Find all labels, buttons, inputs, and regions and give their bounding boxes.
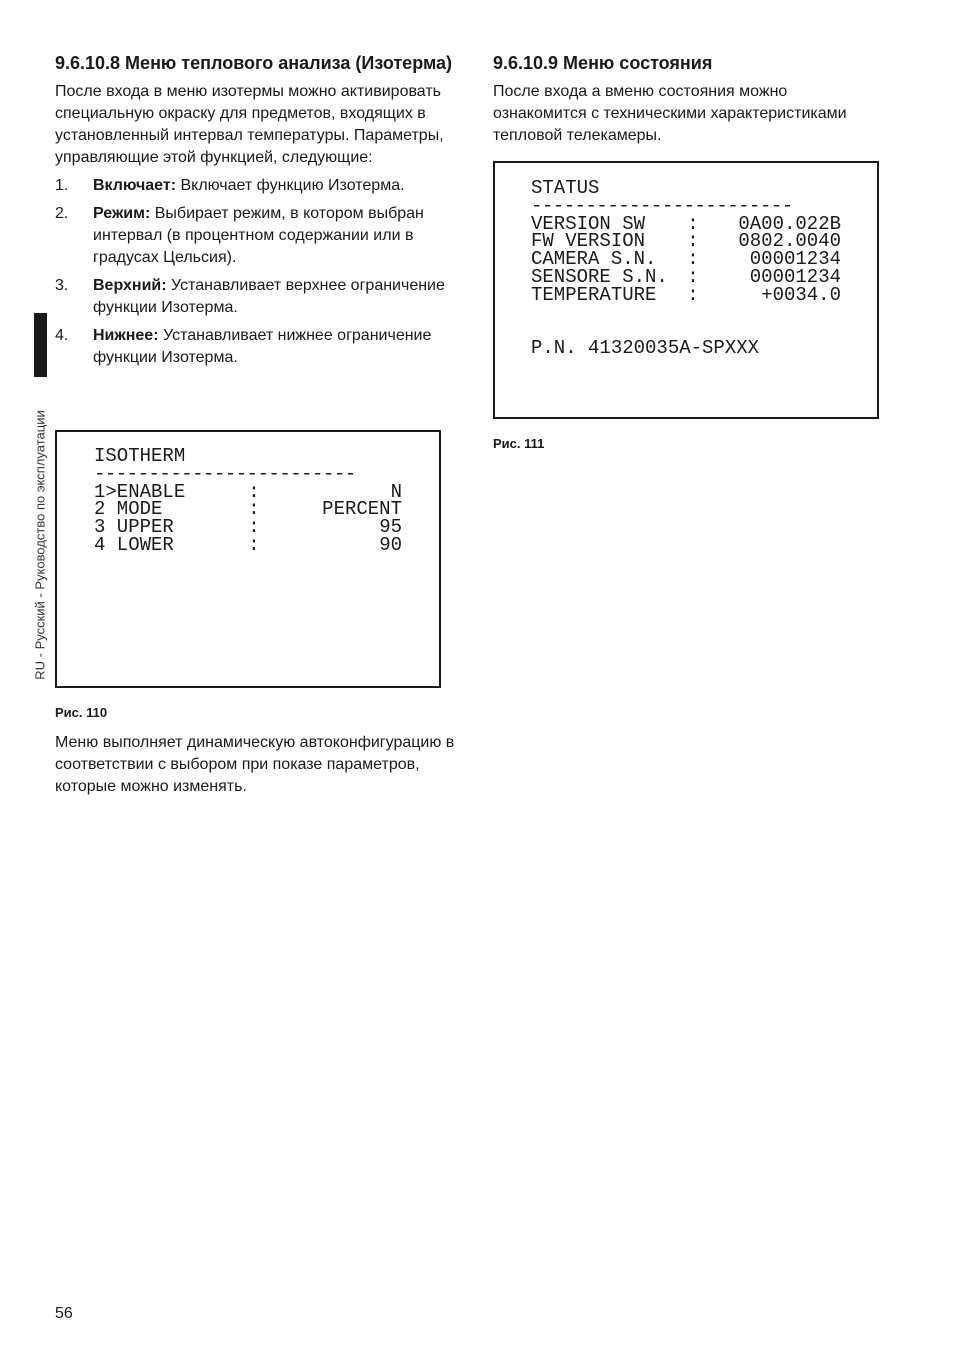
screen-row-key: VERSION SW	[531, 212, 646, 235]
screen-separator: ------------------------	[531, 194, 793, 217]
screen-row-sep: :	[687, 265, 699, 288]
side-tab-marker	[34, 313, 47, 377]
screen-row-value: 00001234	[749, 265, 841, 288]
screen-row-key: FW VERSION	[531, 230, 646, 253]
list-item-term: Режим:	[93, 205, 151, 222]
list-item-text: Выбирает режим, в котором выбран интервал (в процентном содержании или в градусах Цельсия).	[93, 205, 424, 266]
screen-row-sep: :	[248, 516, 260, 539]
screen-row-sep: :	[248, 533, 260, 556]
screen-row-value: PERCENT	[322, 498, 402, 521]
list-item-number: 4.	[55, 327, 69, 344]
status-intro: После входа а вменю состояния можно ознакомится с техническими характеристиками тепловой телекамеры.	[493, 83, 847, 144]
list-item-term: Нижнее:	[93, 327, 159, 344]
screen-row-value: N	[390, 480, 402, 503]
screen-row-key: CAMERA S.N.	[531, 248, 657, 271]
list-item	[55, 203, 455, 269]
screen-row-value: 00001234	[749, 248, 841, 271]
list-item	[55, 275, 455, 319]
isotherm-heading: 9.6.10.8 Меню теплового анализа (Изотерма)	[55, 53, 453, 73]
isotherm-intro: После входа в меню изотермы можно активировать специальную окраску для предметов, входящих в установленный интервал температуры. Параметры, управляющие этой функцией, следующие:	[55, 83, 444, 166]
list-item-number: 1.	[55, 177, 69, 194]
isotherm-parameter-list	[55, 175, 455, 369]
list-item-term: Верхний:	[93, 277, 167, 294]
sidebar-vertical-text: RU - Русский - Руководство по эксплуатации	[32, 410, 48, 680]
screen-row-sep: :	[687, 212, 699, 235]
screen-row-key: SENSORE S.N.	[531, 265, 668, 288]
screen-row-value: 0802.0040	[738, 230, 841, 253]
list-item-text: Устанавливает верхнее ограничение функции Изотерма.	[93, 277, 445, 316]
screen-row-key: 2 MODE	[94, 498, 163, 521]
screen-row-sep: :	[687, 248, 699, 271]
screen-title: ISOTHERM	[94, 445, 186, 467]
page-number: 56	[55, 1305, 73, 1322]
screen-row-lower	[94, 533, 404, 556]
screen-row-temperature	[531, 283, 843, 306]
screen-row-key: TEMPERATURE	[531, 283, 657, 306]
screen-row-sep: :	[248, 480, 260, 503]
list-item-text: Включает функцию Изотерма.	[176, 177, 405, 194]
screen-row-value: 0A00.022B	[738, 212, 841, 235]
left-column	[55, 52, 455, 375]
screen-row-value: 90	[379, 533, 402, 556]
screen-row-key: 1>ENABLE	[94, 480, 186, 503]
status-heading: 9.6.10.9 Меню состояния	[493, 53, 713, 73]
screen-row-sep: :	[248, 498, 260, 521]
list-item-term: Включает:	[93, 177, 177, 194]
screen-row-sep: :	[687, 230, 699, 253]
isotherm-screen	[55, 430, 441, 688]
list-item	[55, 325, 455, 369]
screen-row-key: 3 UPPER	[94, 516, 174, 539]
right-column	[493, 52, 883, 147]
isotherm-outro: Меню выполняет динамическую автоконфигурацию в соответствии с выбором при показе параметров, которые можно изменять.	[55, 734, 455, 795]
screen-title: STATUS	[531, 177, 600, 199]
screen-separator: ------------------------	[94, 462, 356, 485]
screen-row-value: 95	[379, 516, 402, 539]
list-item	[55, 175, 455, 197]
screen-part-number: P.N. 41320035A-SPXXX	[531, 336, 760, 359]
screen-row-key: 4 LOWER	[94, 533, 174, 556]
list-item-text: Устанавливает нижнее ограничение функции Изотерма.	[93, 327, 432, 366]
figure-caption-110: Рис. 110	[55, 705, 108, 720]
screen-row-sep: :	[687, 283, 699, 306]
figure-caption-111: Рис. 111	[493, 436, 545, 451]
list-item-number: 3.	[55, 277, 69, 294]
list-item-number: 2.	[55, 205, 69, 222]
status-screen	[493, 161, 879, 419]
screen-row-value: +0034.0	[761, 283, 841, 306]
